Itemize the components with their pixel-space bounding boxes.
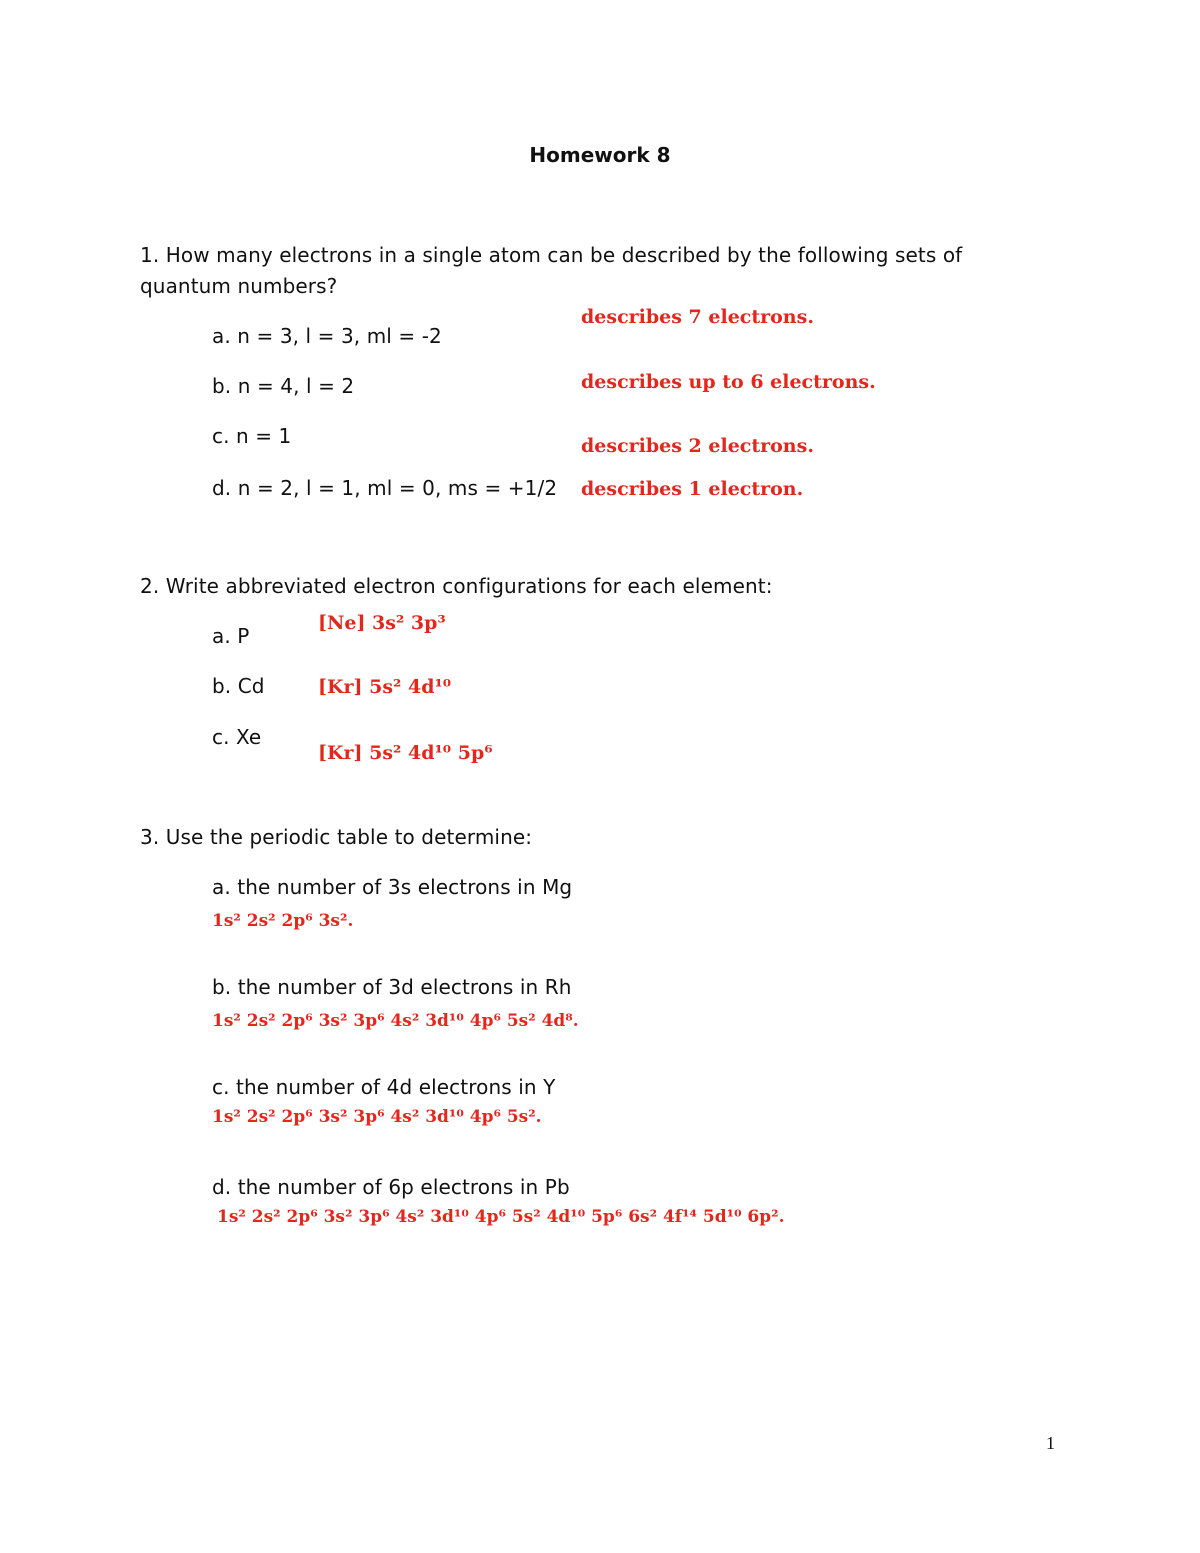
q2-item-c-answer: [Kr] 5s² 4d¹⁰ 5p⁶ (318, 742, 493, 764)
q2-item-b-answer: [Kr] 5s² 4d¹⁰ (318, 676, 452, 698)
q1-item-a-answer: describes 7 electrons. (581, 306, 814, 328)
q2-item-c-label: c. Xe (212, 725, 262, 749)
q1-prompt-line1: 1. How many electrons in a single atom can be described by the following sets of (140, 243, 963, 267)
q1-item-a-label: a. n = 3, l = 3, ml = -2 (212, 324, 442, 348)
q1-item-d-answer: describes 1 electron. (581, 478, 804, 500)
page-title: Homework 8 (529, 143, 671, 167)
q3-item-d-label: d. the number of 6p electrons in Pb (212, 1175, 570, 1199)
q3-item-c-answer: 1s² 2s² 2p⁶ 3s² 3p⁶ 4s² 3d¹⁰ 4p⁶ 5s². (212, 1107, 542, 1127)
q2-prompt: 2. Write abbreviated electron configurations for each element: (140, 574, 773, 598)
q2-item-a-answer: [Ne] 3s² 3p³ (318, 612, 446, 634)
page-number: 1 (1046, 1433, 1055, 1453)
q3-prompt: 3. Use the periodic table to determine: (140, 825, 533, 849)
q1-item-c-label: c. n = 1 (212, 424, 292, 448)
q2-item-a-label: a. P (212, 624, 250, 648)
q1-item-b-label: b. n = 4, l = 2 (212, 374, 355, 398)
q3-item-a-answer: 1s² 2s² 2p⁶ 3s². (212, 911, 354, 931)
q3-item-d-answer: 1s² 2s² 2p⁶ 3s² 3p⁶ 4s² 3d¹⁰ 4p⁶ 5s² 4d¹⁰ 5p⁶ 6s² 4f¹⁴ 5d¹⁰ 6p². (217, 1207, 785, 1227)
q1-item-d-label: d. n = 2, l = 1, ml = 0, ms = +1/2 (212, 476, 558, 500)
q3-item-a-label: a. the number of 3s electrons in Mg (212, 875, 573, 899)
q3-item-b-label: b. the number of 3d electrons in Rh (212, 975, 572, 999)
q3-item-b-answer: 1s² 2s² 2p⁶ 3s² 3p⁶ 4s² 3d¹⁰ 4p⁶ 5s² 4d⁸. (212, 1011, 579, 1031)
q1-item-c-answer: describes 2 electrons. (581, 435, 814, 457)
q1-prompt-line2: quantum numbers? (140, 274, 338, 298)
q1-item-b-answer: describes up to 6 electrons. (581, 371, 876, 393)
q2-item-b-label: b. Cd (212, 674, 265, 698)
q3-item-c-label: c. the number of 4d electrons in Y (212, 1075, 556, 1099)
